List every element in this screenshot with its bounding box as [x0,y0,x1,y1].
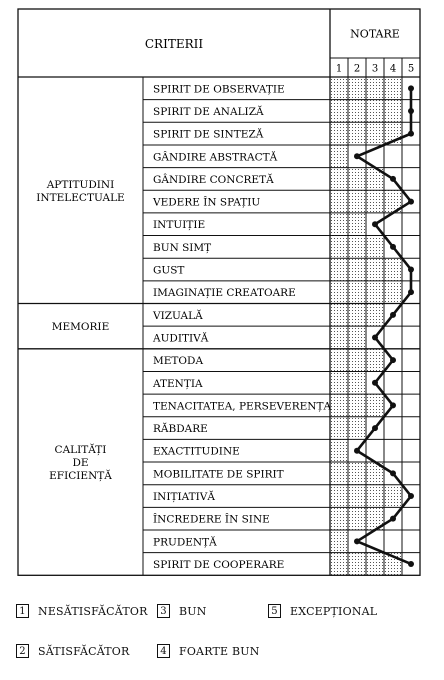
criterion-label: ATENȚIA [153,377,203,390]
score-marker [408,267,414,273]
shade-cell [330,168,384,191]
score-marker [390,402,396,408]
criterion-label: IMAGINAȚIE CREATOARE [153,287,296,300]
criterion-label: RĂBDARE [153,423,208,436]
score-marker [408,561,414,567]
score-marker [408,493,414,499]
legend-item [268,604,377,618]
criterion-label: INIȚIATIVĂ [153,491,215,504]
legend-box: 4 [157,644,170,658]
score-marker [354,538,360,544]
score-column-label: 3 [371,63,379,75]
criterion-label: METODA [153,355,204,368]
legend-item [16,644,130,658]
group-label: CALITĂȚI [54,444,107,457]
score-marker [390,357,396,363]
criterion-label: VEDERE ÎN SPAȚIU [153,196,261,209]
score-marker [390,516,396,522]
criterion-label: GÂNDIRE CONCRETĂ [153,173,274,186]
legend [0,600,444,680]
criterion-label: SPIRIT DE COOPERARE [153,558,285,571]
group-label: DE [72,457,89,470]
criterion-label: MOBILITATE DE SPIRIT [153,468,284,481]
criteria-header: CRITERII [144,37,204,51]
score-column-label: 2 [353,63,361,75]
group-label: INTELECTUALE [36,191,125,204]
score-column-label: 1 [335,63,343,75]
shade-cell [330,507,384,530]
score-column-label: 4 [389,63,397,75]
criterion-label: SPIRIT DE ANALIZĂ [153,105,264,118]
criterion-label: SPIRIT DE OBSERVAȚIE [153,83,285,96]
criterion-label: BUN SIMȚ [153,241,212,254]
score-marker [354,448,360,454]
shade-cell [330,439,348,462]
criterion-label: AUDITIVĂ [153,332,209,345]
score-marker [390,176,396,182]
grading-header: NOTARE [350,27,400,41]
legend-text: NESĂTISFĂCĂTOR [38,604,148,618]
legend-box: 2 [16,644,29,658]
legend-item [16,604,148,618]
score-marker [354,153,360,159]
criterion-label: PRUDENȚĂ [153,536,217,549]
legend-box: 3 [157,604,170,618]
score-marker [372,334,378,340]
legend-text: EXCEPȚIONAL [290,604,378,618]
legend-item [157,604,207,618]
legend-text: SĂTISFĂCĂTOR [38,644,130,658]
score-marker [372,425,378,431]
shade-cell [330,530,348,553]
shade-cell [330,145,348,168]
score-column-label: 5 [407,63,415,75]
criterion-label: ÎNCREDERE ÎN SINE [153,513,270,526]
criterion-label: EXACTITUDINE [153,445,240,458]
group-label: EFICIENȚĂ [49,470,112,483]
score-marker [372,221,378,227]
shade-cell [330,462,384,485]
criterion-label: TENACITATEA, PERSEVERENȚA [153,400,332,413]
criterion-label: VIZUALĂ [153,309,203,322]
legend-box: 5 [268,604,281,618]
criterion-label: INTUIȚIE [153,219,206,232]
shade-cell [330,349,384,372]
shade-cell [330,304,384,327]
score-marker [408,85,414,91]
score-marker [408,108,414,114]
score-marker [408,131,414,137]
score-marker [390,312,396,318]
score-marker [408,199,414,205]
legend-text: FOARTE BUN [179,644,260,658]
criterion-label: GUST [153,264,185,277]
shade-cell [330,236,384,259]
score-marker [372,380,378,386]
shade-cell [330,394,384,417]
criterion-label: SPIRIT DE SINTEZĂ [153,128,264,141]
legend-text: BUN [179,604,207,618]
legend-item [157,644,260,658]
group-label: MEMORIE [51,321,110,334]
score-marker [390,244,396,250]
legend-box: 1 [16,604,29,618]
score-marker [408,289,414,295]
criterion-label: GÂNDIRE ABSTRACTĂ [153,151,278,164]
score-marker [390,470,396,476]
group-label: APTITUDINI [46,178,115,191]
